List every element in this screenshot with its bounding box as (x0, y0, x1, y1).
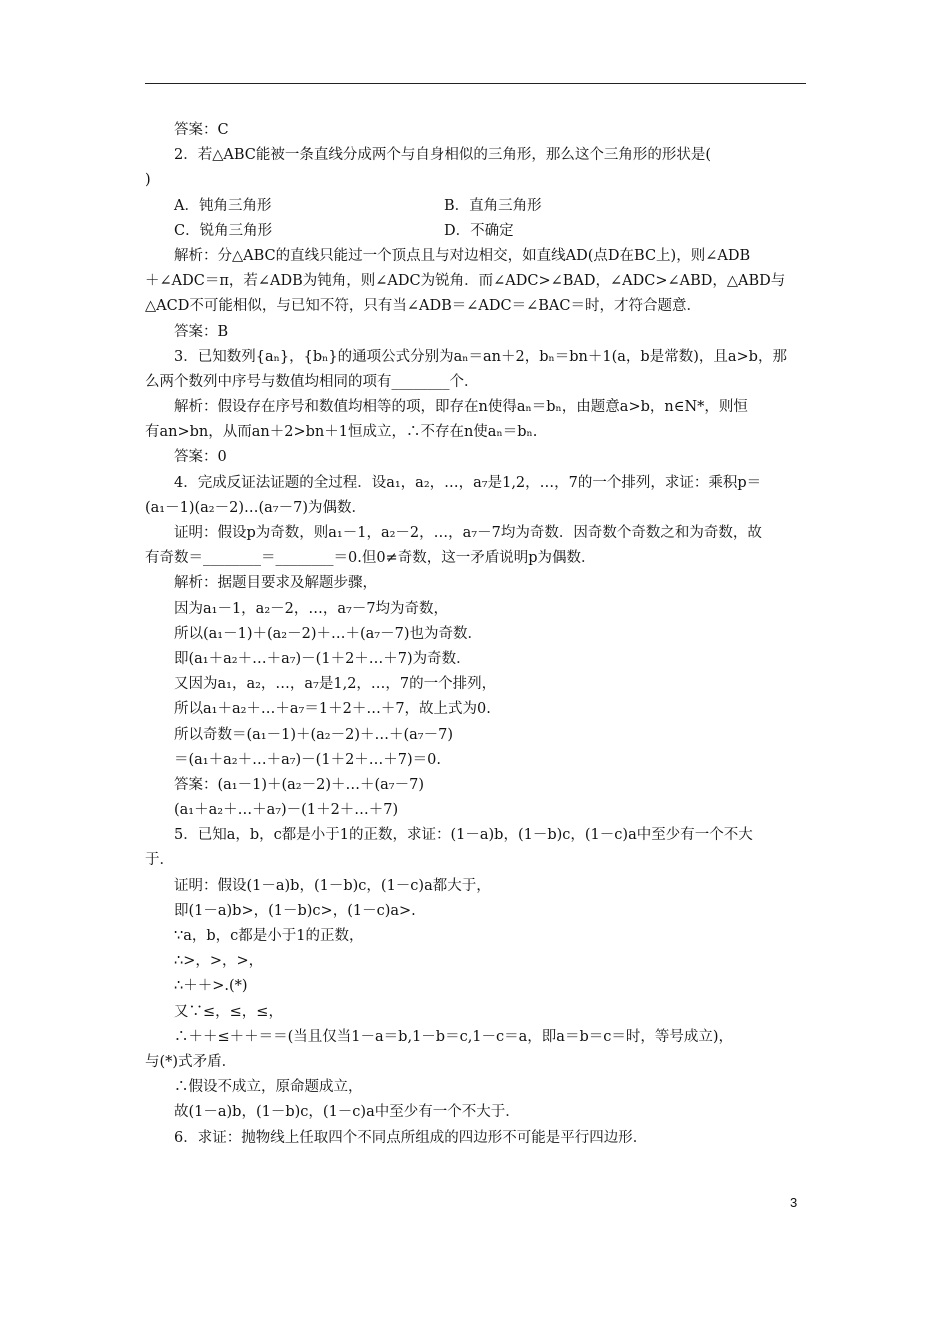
text-line: ∵a，b，c都是小于1的正数， (174, 928, 364, 944)
choice-option: C．锐角三角形 (174, 222, 273, 239)
text-line: 解析：假设存在序号和数值均相等的项，即存在n使得aₙ＝bₙ，由题意a>b，n∈N*，则恒 (174, 399, 748, 416)
text-line: 2．若△ABC能被一条直线分成两个与自身相似的三角形，那么这个三角形的形状是( (174, 147, 712, 164)
text-line: 么两个数列中序号与数值均相同的项有________个． (145, 373, 479, 390)
choice-row (145, 194, 806, 219)
text-line: ) (145, 172, 151, 189)
text-line: 4．完成反证法证题的全过程．设a₁，a₂，…，a₇是1,2，…，7的一个排列，求证：乘积p＝ (174, 474, 762, 491)
text-line: 5．已知a，b，c都是小于1的正数，求证：(1－a)b，(1－b)c，(1－c)a中至少有一个不大 (174, 827, 753, 844)
text-line: ∴假设不成立，原命题成立， (174, 1079, 363, 1096)
text-line: 所以(a₁－1)＋(a₂－2)＋…＋(a₇－7)也为奇数． (174, 625, 482, 642)
text-line: 答案：(a₁－1)＋(a₂－2)＋…＋(a₇－7) (174, 776, 424, 793)
text-line: 解析：分△ABC的直线只能过一个顶点且与对边相交，如直线AD(点D在BC上)，则∠ADB (174, 247, 751, 264)
text-line: 又因为a₁，a₂，…，a₇是1,2，…，7的一个排列， (174, 676, 497, 693)
text-line: 故(1－a)b，(1－b)c，(1－c)a中至少有一个不大于． (174, 1104, 520, 1121)
text-line: △ACD不可能相似，与已知不符，只有当∠ADB＝∠ADC＝∠BAC＝时，才符合题意． (145, 298, 701, 315)
text-line: 因为a₁－1，a₂－2，…，a₇－7均为奇数， (174, 600, 449, 617)
text-line: ＋∠ADC＝π，若∠ADB为钝角，则∠ADC为锐角．而∠ADC>∠BAD，∠ADC>∠ABD，△ABD与 (145, 273, 786, 290)
text-line: 证明：假设(1－a)b，(1－b)c，(1－c)a都大于， (174, 877, 491, 894)
text-line: 答案：B (174, 323, 229, 340)
text-line: 3．已知数列{aₙ}，{bₙ}的通项公式分别为aₙ＝an＋2，bₙ＝bn＋1(a，b是常数)，且a>b，那 (174, 348, 787, 365)
document-body (145, 118, 806, 1151)
text-line: 6．求证：抛物线上任取四个不同点所组成的四边形不可能是平行四边形． (174, 1129, 648, 1146)
text-line: 证明：假设p为奇数，则a₁－1，a₂－2，…，a₇－7均为奇数．因奇数个奇数之和为奇数，故 (174, 525, 762, 541)
text-line: ＝(a₁＋a₂＋…＋a₇)－(1＋2＋…＋7)＝0. (174, 751, 442, 768)
text-line: 所以a₁＋a₂＋…＋a₇＝1＋2＋…＋7，故上式为0. (174, 701, 491, 718)
text-line: 即(1－a)b>，(1－b)c>，(1－c)a>. (174, 902, 416, 919)
choice-option: B．直角三角形 (444, 197, 542, 214)
text-line: (a₁－1)(a₂－2)…(a₇－7)为偶数． (145, 499, 366, 516)
text-line: 解析：据题目要求及解题步骤， (174, 575, 377, 592)
choice-option: D．不确定 (444, 222, 514, 239)
text-line: (a₁＋a₂＋…＋a₇)－(1＋2＋…＋7) (174, 802, 399, 819)
text-line: 即(a₁＋a₂＋…＋a₇)－(1＋2＋…＋7)为奇数． (174, 650, 471, 667)
text-line: 答案：0 (174, 449, 227, 466)
page-number: 3 (790, 1195, 798, 1210)
text-line: 有an>bn，从而an＋2>bn＋1恒成立，∴不存在n使aₙ＝bₙ. (145, 424, 538, 441)
choice-row (145, 219, 806, 244)
text-line: 与(*)式矛盾． (145, 1053, 237, 1070)
text-line: ∴>，>，>， (174, 953, 264, 970)
text-line: 于． (145, 852, 174, 869)
text-line: ∴＋＋>.(*) (174, 978, 248, 995)
text-line: 所以奇数＝(a₁－1)＋(a₂－2)＋…＋(a₇－7) (174, 726, 453, 743)
header-rule (145, 83, 806, 84)
choice-option: A．钝角三角形 (174, 197, 272, 214)
text-line: 答案：C (174, 122, 229, 138)
text-line: 有奇数＝________＝________＝0.但0≠奇数，这一矛盾说明p为偶数． (145, 550, 596, 567)
text-line: ∴＋＋≤＋＋＝＝(当且仅当1－a＝b,1－b＝c,1－c＝a，即a＝b＝c＝时，等号成立)， (174, 1028, 733, 1045)
text-line: 又∵≤，≤，≤， (174, 1003, 283, 1020)
